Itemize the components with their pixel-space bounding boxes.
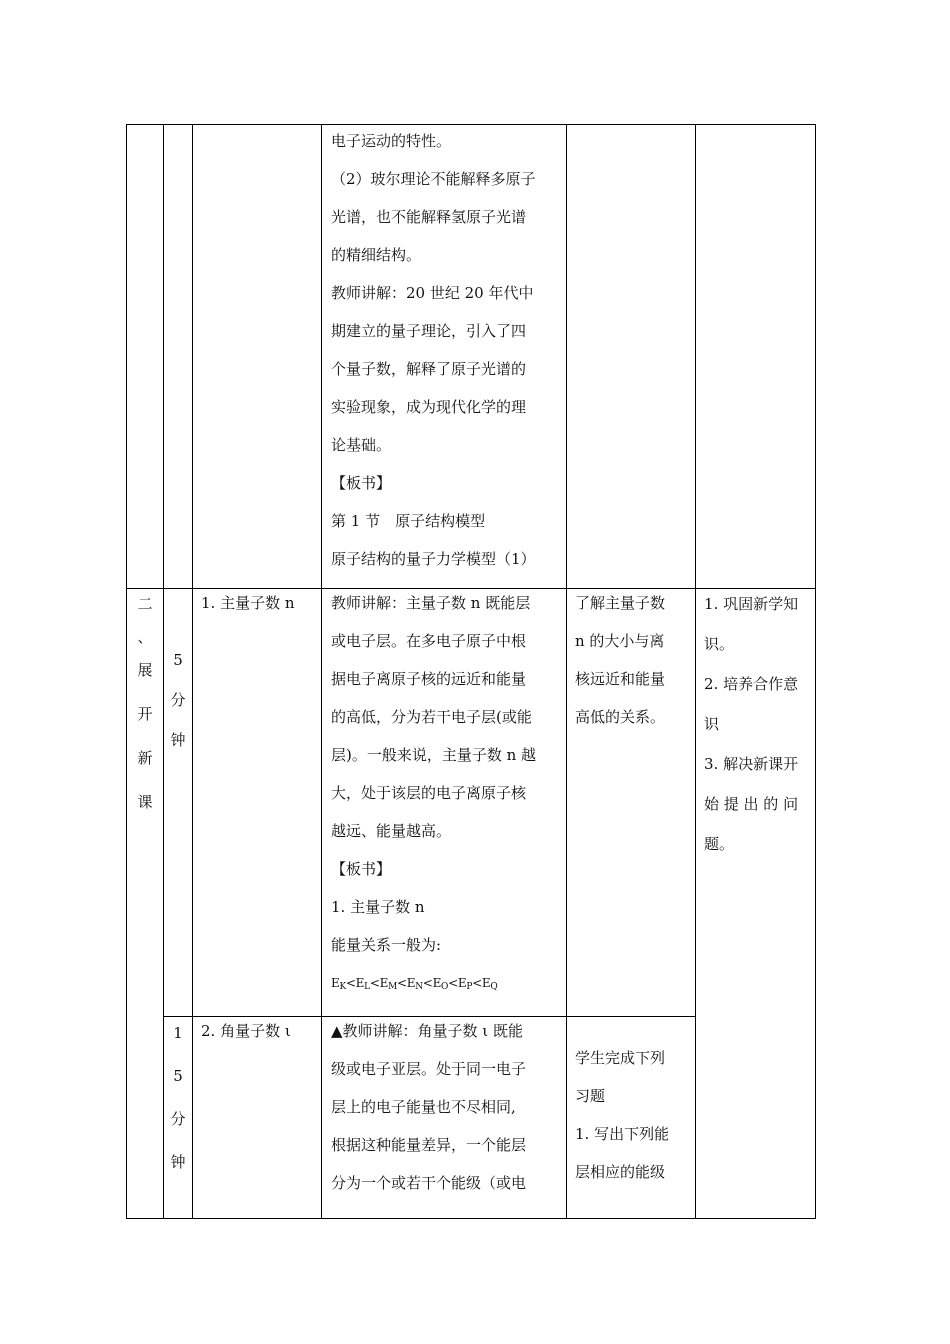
less-than-sign: < bbox=[369, 976, 380, 990]
time-cell-principal bbox=[164, 640, 192, 760]
section-char: 课 bbox=[137, 793, 153, 811]
content-line: 教师讲解：主量子数 n 既能层 bbox=[331, 594, 531, 612]
student-line: 高低的关系。 bbox=[575, 708, 666, 726]
energy-symbol: E bbox=[331, 976, 340, 990]
col-divider-5 bbox=[695, 124, 696, 1219]
col-divider-4 bbox=[566, 124, 567, 1219]
content-line: 期建立的量子理论，引入了四 bbox=[331, 322, 527, 340]
content-line: 电子运动的特性。 bbox=[331, 132, 452, 150]
content-line: 层上的电子能量也不尽相同, bbox=[331, 1098, 516, 1116]
time-char: 分 bbox=[170, 1110, 186, 1128]
section-char: 新 bbox=[137, 749, 153, 767]
section-char: 、 bbox=[137, 628, 153, 646]
content-line: 分为一个或若干个能级（或电 bbox=[331, 1174, 527, 1192]
time-cell-angular bbox=[164, 1012, 192, 1184]
student-activity-principal bbox=[575, 584, 688, 736]
section-char: 二 bbox=[137, 595, 153, 613]
purpose-line: 始 提 出 的 问 bbox=[704, 795, 799, 813]
content-line: 级或电子亚层。处于同一电子 bbox=[331, 1060, 527, 1078]
content-line: （2）玻尔理论不能解释多原子 bbox=[331, 170, 536, 188]
energy-subscript: N bbox=[415, 982, 423, 992]
purpose-line: 题。 bbox=[704, 835, 735, 853]
table-border-bottom bbox=[126, 1218, 816, 1219]
top-content-cell bbox=[331, 122, 559, 578]
energy-symbol: E bbox=[355, 976, 365, 990]
content-line: 大，处于该层的电子离原子核 bbox=[331, 784, 527, 802]
energy-subscript: K bbox=[339, 982, 346, 992]
content-line: 的高低，分为若干电子层(或能 bbox=[331, 708, 532, 726]
content-line: 能量关系一般为: bbox=[331, 936, 442, 954]
time-char: 1 bbox=[173, 1024, 183, 1042]
content-line: 【板书】 bbox=[331, 474, 392, 492]
purpose-line: 2. 培养合作意 bbox=[704, 675, 799, 693]
section-char: 开 bbox=[137, 705, 153, 723]
energy-subscript: L bbox=[364, 982, 370, 992]
content-line: 原子结构的量子力学模型（1） bbox=[331, 550, 536, 568]
time-char: 分 bbox=[170, 691, 186, 709]
col-divider-3 bbox=[321, 124, 322, 1219]
energy-subscript: P bbox=[466, 982, 473, 992]
content-angular bbox=[331, 1012, 559, 1202]
energy-subscript: Q bbox=[490, 982, 498, 992]
energy-subscript: M bbox=[388, 982, 397, 992]
time-char: 钟 bbox=[170, 731, 186, 749]
content-line: ▲教师讲解：角量子数 ι 既能 bbox=[331, 1022, 523, 1040]
col-divider-2 bbox=[192, 124, 193, 1219]
content-line: 光谱，也不能解释氢原子光谱 bbox=[331, 208, 527, 226]
section-label bbox=[127, 582, 163, 824]
section-char: 展 bbox=[137, 661, 153, 679]
content-line: 根据这种能量差异，一个能层 bbox=[331, 1136, 527, 1154]
energy-symbol: E bbox=[406, 976, 416, 990]
topic-angular bbox=[201, 1012, 316, 1050]
topic-label: 2. 角量子数 ι bbox=[201, 1022, 291, 1040]
content-line: 1. 主量子数 n bbox=[331, 898, 425, 916]
content-principal bbox=[331, 584, 559, 1006]
energy-subscript: O bbox=[441, 982, 449, 992]
energy-relation bbox=[331, 964, 559, 1006]
purpose-line: 识。 bbox=[704, 635, 735, 653]
purpose-line: 识 bbox=[704, 715, 720, 733]
less-than-sign: < bbox=[448, 976, 458, 990]
content-line: 实验现象，成为现代化学的理 bbox=[331, 398, 527, 416]
student-line: n 的大小与离 bbox=[575, 632, 665, 650]
topic-label: 1. 主量子数 n bbox=[201, 594, 295, 612]
energy-symbol: E bbox=[379, 976, 389, 990]
student-activity-angular bbox=[575, 1039, 688, 1191]
topic-principal bbox=[201, 584, 316, 622]
student-line: 核远近和能量 bbox=[575, 670, 666, 688]
student-line: 了解主量子数 bbox=[575, 594, 666, 612]
content-line: 个量子数，解释了原子光谱的 bbox=[331, 360, 527, 378]
less-than-sign: < bbox=[345, 976, 356, 990]
less-than-sign: < bbox=[472, 976, 482, 990]
content-line: 层)。一般来说，主量子数 n 越 bbox=[331, 746, 537, 764]
student-line: 学生完成下列 bbox=[575, 1049, 666, 1067]
time-char: 5 bbox=[173, 1067, 183, 1085]
content-line: 据电子离原子核的远近和能量 bbox=[331, 670, 527, 688]
content-line: 教师讲解：20 世纪 20 年代中 bbox=[331, 284, 534, 302]
student-line: 层相应的能级 bbox=[575, 1163, 666, 1181]
content-line: 或电子层。在多电子原子中根 bbox=[331, 632, 527, 650]
purpose-line: 3. 解决新课开 bbox=[704, 755, 799, 773]
time-char: 5 bbox=[173, 651, 183, 669]
student-line: 习题 bbox=[575, 1087, 606, 1105]
purpose-line: 1. 巩固新学知 bbox=[704, 595, 799, 613]
content-line: 论基础。 bbox=[331, 436, 392, 454]
content-line: 第 1 节 原子结构模型 bbox=[331, 512, 486, 530]
content-line: 【板书】 bbox=[331, 860, 392, 878]
less-than-sign: < bbox=[422, 976, 433, 990]
purpose-cell bbox=[704, 584, 810, 864]
content-line: 的精细结构。 bbox=[331, 246, 422, 264]
energy-symbol: E bbox=[457, 976, 467, 990]
time-char: 钟 bbox=[170, 1153, 186, 1171]
col-border-right bbox=[815, 124, 816, 1219]
student-line: 1. 写出下列能 bbox=[575, 1125, 670, 1143]
energy-symbol: E bbox=[481, 976, 491, 990]
less-than-sign: < bbox=[396, 976, 407, 990]
content-line: 越远、能量越高。 bbox=[331, 822, 452, 840]
energy-symbol: E bbox=[432, 976, 442, 990]
